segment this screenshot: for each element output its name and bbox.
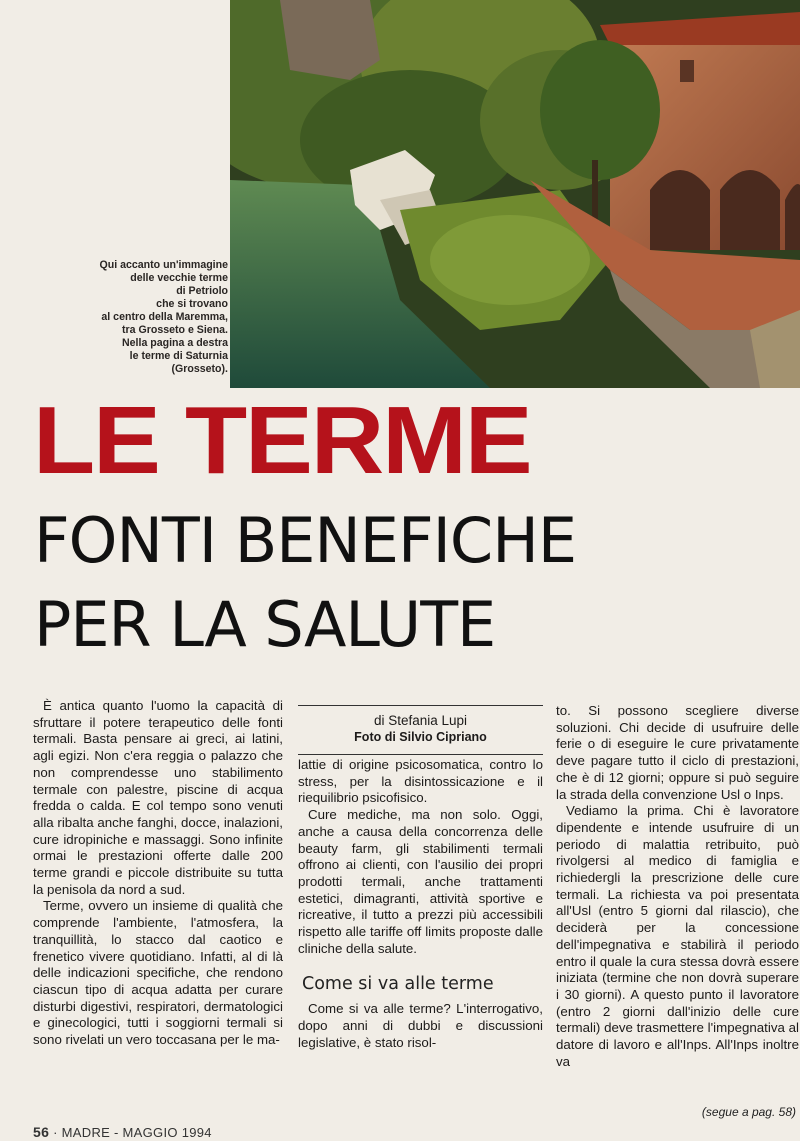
article-column-1: [33, 698, 283, 1049]
caption-line: al centro della Maremma,: [101, 311, 228, 323]
paragraph: lattie di origine psicosomatica, contro lo stress, per la disintossicazione e il riequilibrio psicofisico.: [298, 757, 543, 806]
article-column-3: [556, 703, 799, 1070]
paragraph: Cure mediche, ma non solo. Oggi, anche a causa della concorrenza delle beauty farm, gli stabilimenti termali offrono ai clienti, con l'ausilio dei propri prodotti termali, anche trattamenti estetici, dimagranti, attività sportive e ricreative, il tutto a prezzi più accessibili rispetto alle tariffe off limits proposte dalle cliniche della salute.: [298, 807, 543, 956]
caption-line: che si trovano: [156, 298, 228, 310]
photo-caption: [40, 259, 228, 376]
paragraph: to. Si possono scegliere diverse soluzioni. Chi decide di usufruire delle ferie o di eseguire le cure privatamente deve pagare tutto il ciclo di prestazioni, che è di 12 giorni; oppure si può seguire la strada della convenzione Usl o Inps.: [556, 703, 799, 802]
article-title: LE TERME: [33, 387, 531, 494]
thermal-baths-photo: [230, 0, 800, 388]
paragraph: È antica quanto l'uomo la capacità di sfruttare il potere terapeutico delle fonti termali. Basta pensare ai greci, ai latini, agli egizi. Non c'era reggia o palazzo che non comprendesse uno stabilimento termale con palestre, piscine di acqua fredda o calda. E col tempo sono venuti alla ribalta anche fanghi, docce, inalazioni, cure idropiniche e massaggi. Sono infinite ormai le prestazioni offerte dalle 200 terme grandi e piccole distribuite su tutta la penisola da nord a sud.: [33, 698, 283, 897]
caption-line: delle vecchie terme: [130, 272, 228, 284]
caption-line: (Grosseto).: [171, 363, 228, 375]
continued-note: (segue a pag. 58): [701, 1105, 796, 1119]
section-heading: Come si va alle terme: [302, 974, 494, 995]
article-subtitle-line1: FONTI BENEFICHE: [34, 504, 577, 577]
article-subtitle-line2: PER LA SALUTE: [34, 588, 496, 661]
byline-author: di Stefania Lupi: [373, 713, 468, 728]
page-footer: [33, 1124, 212, 1140]
caption-line: le terme di Saturnia: [129, 350, 228, 362]
paragraph: Vediamo la prima. Chi è lavoratore dipendente e intende usufruire di un periodo di malattia retribuito, può rivolgersi al medico di famiglia e richiedergli la prescrizione delle cure termali. La richiesta va poi presentata all'Usl (entro 5 giorni dal rilascio), che deciderà per la concessione dell'impegnativa e stabilirà il periodo entro il quale la cura stessa dovrà essere iniziata (termine che non dovrà superare i 30 giorni). A questo punto il lavoratore (entro 2 giorni dall'inizio delle cure termali) deve trasmettere l'impegnativa al datore di lavoro e all'Inps. All'Inps inoltre va: [556, 803, 799, 1069]
byline-rule: [298, 754, 543, 755]
caption-line: Nella pagina a destra: [122, 337, 228, 349]
paragraph: Come si va alle terme? L'interrogativo, dopo anni di dubbi e discussioni legislative, è stato risol-: [298, 1001, 543, 1050]
article-column-2: [298, 757, 543, 1052]
caption-line: tra Grosseto e Siena.: [122, 324, 228, 336]
caption-line: di Petriolo: [176, 285, 228, 297]
byline: [298, 705, 543, 755]
byline-photo-credit: Foto di Silvio Cipriano: [354, 730, 487, 744]
paragraph: Terme, ovvero un insieme di qualità che comprende l'ambiente, l'atmosfera, la tranquillità, lo stacco dal caotico e frenetico vivere quotidiano. Infatti, al di là delle indicazioni specifiche, che rendono ciascun tipo di acqua adatta per curare disturbi digestivi, respiratori, dermatologici e ginecologici, tutti i soggiorni termali si sono rivelati un vero toccasana per le ma-: [33, 898, 283, 1048]
magazine-issue: · MADRE - MAGGIO 1994: [53, 1125, 212, 1140]
caption-line: Qui accanto un'immagine: [99, 259, 228, 271]
page-number: 56: [33, 1124, 50, 1140]
